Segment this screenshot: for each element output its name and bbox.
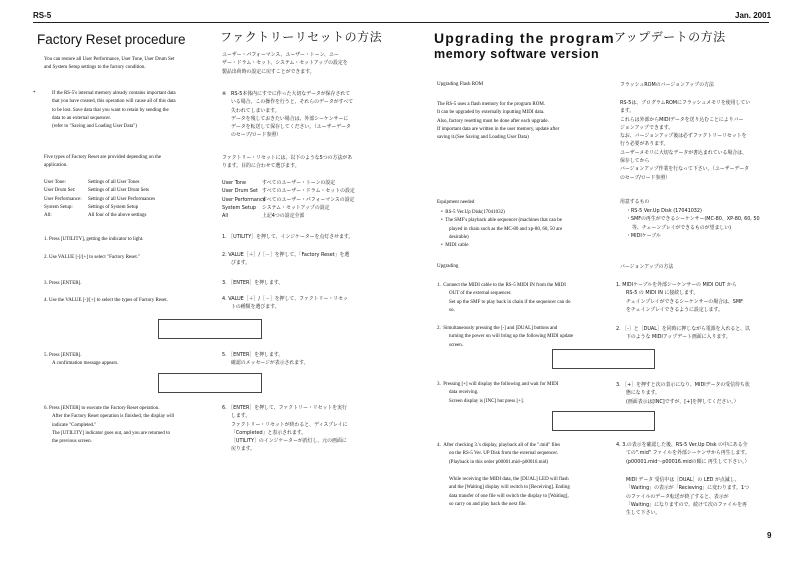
page-number: 9 — [767, 531, 772, 540]
flash-heading-en: Upgrading Flash ROM — [437, 82, 484, 87]
types-row: All: All four of the above settings — [44, 213, 147, 219]
lcd-midi-update — [552, 349, 655, 369]
list-item: ・RS-5 Ver.Up Disk (17041032) — [626, 208, 702, 214]
step-2-jp: 2. VALUE［＋］/［－］を押して、「Factory Reset」を選 びます。 — [222, 252, 350, 267]
types-intro-en: Five types of Factory Reset are provided depending on the application. — [44, 155, 162, 169]
note-en: If the RS-5's internal memory already contains important data that you have created, this operation will cause all of this data to be lost. Save data that you want to retain by sending the data to an external sequencer. (refer to "Saving and Loading User Data") — [52, 91, 176, 130]
types-row: System Setup システム・セットアップの設定 — [222, 204, 330, 211]
upgrade-step-2-jp: 2. ［-］と［DUAL］を同時に押しながら電源を入れると、以 下のような MIDIアップデート画面に入ります。 — [616, 326, 750, 341]
types-row: User Tone: Settings of all User Tones — [44, 180, 140, 185]
note-mark-icon: ※ — [222, 91, 227, 97]
header-right: Jan. 2001 — [735, 11, 772, 20]
upgrade-step-4-jp: 4. 3.の表示を確認した後、RS-5 Ver.Up Disk の中にある全 ての".mid" ファイルを外部シーケンサから再生します。 (p00001.mid～p00016.midの順に 再生して下さい。） — [616, 442, 750, 465]
step-4-jp: 4. VALUE［＋］/［－］を押して、ファクトリー・リセッ トの種類を選びます。 — [222, 296, 348, 311]
intro-en: You can restore all User Performance, User Tone, User Drum Set and System Setup settings to the factory condition. — [44, 57, 175, 71]
upgrade-step-2-en: 2. Simultaneously pressing the [-] and [DUAL] buttons and turning the power on will bring up the following MIDI update screen. — [437, 326, 574, 348]
step-3-jp: 3. ［ENTER］を押します。 — [222, 280, 284, 286]
flash-heading-jp: フラッシュROMのバージョンアップの方法 — [620, 82, 714, 88]
step-6-en: 6. Press [ENTER] to execute the Factory Reset operation. After the Factory Reset operation is finished, the display will indicate "Completed." The [UTILITY] indicator goes out, and you are returned to the previous screen. — [44, 406, 175, 445]
upgrade-step-4-en: 4. After checking 3.'s display, playback all of the ".mid" files on the RS-5 Ver. UP Disk from the external sequencer. (Playback in this order p00001.mid~p00016.mid) — [437, 443, 561, 465]
list-item: • MIDI cable — [441, 243, 469, 249]
types-intro-jp: ファクトリー・リセットには、以下のような5つの方法があ ります。目的に合わせて選びます。 — [222, 155, 353, 170]
note-jp: RS-5本体内にすでに作った大切なデータが保存されて いる場合、この操作を行うと、それらのデータがすべて 失われてしまいます。 データを残しておきたい場合は、外部シーケンサーに データを転送して保存してください。（ユーザーデータ のセーブ/ロード参照） — [231, 91, 354, 139]
lcd-waiting — [552, 411, 655, 431]
types-row: User Drum Set すべてのユーザー・ドラム・セットの設定 — [222, 188, 355, 195]
upgrading-heading-jp: バージョンアップの方法 — [620, 264, 674, 270]
factory-reset-title-jp: ファクトリーリセットの方法 — [220, 30, 383, 44]
upgrade-title-jp: アップデートの方法 — [614, 30, 726, 44]
equipment-list-jp: ・RS-5 Ver.Up Disk (17041032) ・SMFの再生ができるシーケンサー(MC-80、XP-80, 60, 50 等、チェーンプレイができるものが望ましい) ・MIDIケーブル — [626, 208, 760, 239]
types-table-en — [44, 179, 155, 220]
list-item: • The SMF's playback able sequencer (machines that can be — [441, 218, 562, 224]
types-row: User Tone すべてのユーザー・トーンの設定 — [222, 180, 336, 186]
upgrade-title-en-line2: memory software version — [434, 47, 600, 61]
upgrade-step-3-en: 3. Pressing [+] will display the following and wait for MIDI data receiving. Screen display is [INC] but press [+]. — [437, 382, 559, 404]
step-1-jp: 1. ［UTILITY］を押して、インジケーターを点灯させます。 — [222, 234, 354, 240]
types-table-jp — [222, 179, 355, 220]
upgrade-step-3-jp: 3. ［+］を押すと次の表示になり、MIDIデータの受信待ち状 態になります。 (画面表示は[INC]ですが、[+]を押してください。） — [616, 382, 750, 405]
intro-jp: ユーザー・パフォーマンス、ユーザー・トーン、ユー ザー・ドラム・セット、システム・セットアップの設定を 製品出荷時の設定に戻すことができます。 — [222, 52, 348, 75]
upgrade-step-1-en: 1. Connect the MIDI cable to the RS-5 MIDI IN from the MIDI OUT of the external sequencer. Set up the SMF to play back in chain if the sequencer can do so. — [437, 283, 571, 313]
equipment-heading-jp: 用意するもの — [620, 199, 650, 205]
step-1-en: 1. Press [UTILITY], getting the indicator to light. — [44, 237, 144, 242]
header-left: RS-5 — [33, 11, 52, 20]
types-row: All 上記4つの設定全部 — [222, 213, 305, 220]
types-row: User Performance: Settings of all User Performances — [44, 196, 156, 202]
upgrade-step-4-extra-en: While receiving the MIDI data, the [DUAL] LED will flash and the [Waiting] display will switch to [Receiving]. Ending data transfer of one file will switch the display to [Waiting], so carry on and play back the next file. — [449, 477, 570, 507]
equipment-heading-en: Equipment needed — [437, 200, 475, 205]
types-row: System Setup: Settings of System Setup — [44, 204, 139, 210]
upgrade-title-en-line1: Upgrading the program — [434, 30, 615, 46]
lcd-factory-reset — [158, 319, 262, 339]
factory-reset-title-en: Factory Reset procedure — [37, 32, 186, 47]
step-5-jp: 5. ［ENTER］を押します。 確認のメッセージが表示されます。 — [222, 352, 309, 367]
step-4-en: 4. Use the VALUE [-]/[+] to select the types of Factory Reset. — [44, 298, 168, 303]
flash-body-en: The RS-5 uses a flash memory for the program ROM. It can be upgraded by externally inputting MIDI data. Also, factory resetting must be done after each upgrade. If important data are written in the user memory, update after saving it.(See Saving and Loading User Data) — [437, 102, 560, 141]
equipment-list-en: • RS-5 Ver.Up Disk(17041032) • The SMF's playback able sequencer (machines that can be played in chain such as the MC-80 and xp-80, 60, 50 are desirable) • MIDI cable — [441, 209, 562, 250]
lcd-confirmation — [158, 373, 262, 393]
upgrade-step-1-jp: 1. MIDIケーブルを外部シーケンサーの MIDI OUT から RS-5 の MIDI IN に接続します。 チェインプレイができるシーケンサーの場合は、SMF をチェインプレイできるように設定します。 — [616, 282, 743, 313]
step-2-en: 2. Use VALUE [-]/[+] to select "Factory Reset." — [44, 255, 141, 260]
header-rule — [33, 22, 769, 23]
note-bullet-icon: * — [33, 91, 36, 96]
upgrade-step-4-extra-jp: MIDI データ 受信中は［DUAL］の LED が点滅し、 「Waiting」の表示が「Recieving」に変わります。1つ のファイルのデータ転送が終了すると、表示が 「Waiting」になりますので、続けて次のファイルを再 生して下さい。 — [626, 477, 750, 517]
types-row: User Performanceすべてのユーザー・パフォーマンスの設定 — [222, 196, 355, 203]
list-item: ・MIDIケーブル — [626, 232, 661, 239]
step-3-en: 3. Press [ENTER]. — [44, 281, 82, 286]
types-row: User Drum Set: Settings of all User Drum Sets — [44, 188, 149, 194]
list-item: • RS-5 Ver.Up Disk(17041032) — [441, 210, 505, 215]
list-item: ・SMFの再生ができるシーケンサー(MC-80、XP-80, 60, 50 — [626, 216, 760, 223]
step-5-en: 5. Press [ENTER]. A confirmation message appears. — [44, 353, 119, 367]
upgrading-heading-en: Upgrading — [437, 264, 459, 269]
flash-body-jp: RS-5は、プログラムROMにフラッシュメモリを使用してい ます。 これらは外部からMIDIデータを送り込むことによりバー ジョンアップできます。 なお、バージョンアップ後は必ずファクトリーリセットを 行う必要があります。 ユーザーメモリに大切なデータが書込まれている場合は、 保存してから バージョンアップ作業を行なって下さい。（ユーザーデータ のセーブ/ロード参照） — [620, 100, 751, 181]
step-6-jp: 6. ［ENTER］を押して、ファクトリー・リセットを実行 します。 ファクトリー・リセットが終わると、ディスプレイに 「Completed」と表示されます。 ［UTILITY］のインジケーターが消灯し、元の画面に 戻ります。 — [222, 405, 348, 453]
